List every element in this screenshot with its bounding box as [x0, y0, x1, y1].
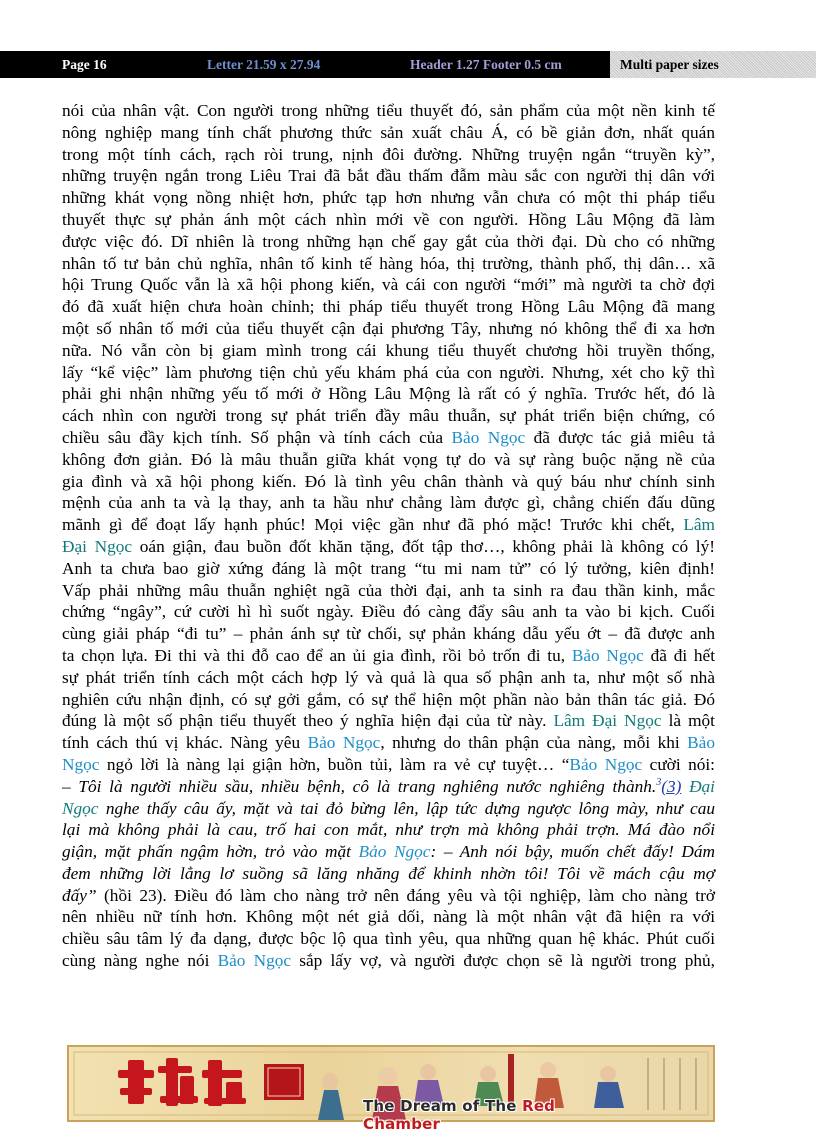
text-line	[62, 689, 715, 711]
text-line	[62, 340, 715, 362]
footnote-link[interactable]: (3)	[661, 776, 682, 796]
text-segment: cùng nàng nghe nói	[62, 951, 218, 971]
text-segment: gia đình và xã hội phong kiến. Đó là tình yêu chân thành và quý báu như chính sinh	[62, 471, 715, 491]
body-text	[62, 100, 715, 972]
text-segment: Vấp phải những mâu thuẫn nghiệt ngã của thời đại, anh ta sinh ra đau thần kinh, mắc	[62, 580, 715, 600]
character-name: Bảo Ngọc	[571, 645, 644, 665]
text-line	[62, 514, 715, 536]
character-name: Bảo Ngọc	[307, 733, 381, 753]
text-segment: đã đi hết	[643, 645, 716, 665]
header-margins: Header 1.27 Footer 0.5 cm	[398, 51, 610, 78]
text-segment: không đơn giản. Đó là mâu thuẫn giữa khát vọng tự do và sự ràng buộc nặng nề của	[62, 449, 715, 469]
text-line	[62, 710, 715, 732]
text-segment: những khát vọng nồng nhiệt hơn, phức tạp hơn nhưng vẫn chưa có một thi pháp tiểu	[62, 188, 715, 208]
text-segment: nghe thấy câu ấy, mặt và tai đỏ bừng lên, lập tức dựng ngược lông mày, như cau	[98, 798, 715, 818]
text-line	[62, 950, 715, 972]
text-segment: phải ghi nhận những yếu tố mới ở Hồng Lâu Mộng là rất có ý nghĩa. Trước hết, đó là	[62, 384, 715, 404]
text-line	[62, 144, 715, 166]
text-line	[62, 776, 715, 798]
text-segment: đúng là một số phận tiểu thuyết theo ý nghĩa hiện đại của từ này.	[62, 711, 554, 731]
text-segment: được việc đó. Dĩ nhiên là trong những hạn chế gay gắt của thời đại. Dù cho có những	[62, 231, 715, 251]
text-segment: đã được tác giả miêu tả	[525, 427, 716, 447]
text-line	[62, 449, 715, 471]
text-segment: ngỏ lời là nàng lại giận hờn, buồn tủi, làm ra vẻ cự tuyệt… “	[99, 754, 570, 774]
text-segment: là một	[661, 711, 715, 731]
text-line	[62, 623, 715, 645]
text-segment: – Tôi là người nhiều sầu, nhiều bệnh, cô là trang nghiêng nước nghiêng thành.	[62, 776, 657, 796]
text-segment: chiều sâu đầy kịch tính. Số phận và tính cách của	[62, 427, 452, 447]
text-segment: cùng giải pháp “đi tu” – phản ánh sự từ chối, sự phản kháng dẫu yếu ớt – đã được anh	[62, 624, 715, 644]
text-segment: chiều sâu tâm lý đa dạng, được bộc lộ qua tình yêu, qua những quan hệ khác. Phút cuối	[62, 929, 715, 949]
header-paper-size: Letter 21.59 x 27.94	[197, 51, 398, 78]
text-segment: nên nhiều nữ tính hơn. Không một nét giả dối, nàng là một nhân vật đã hiện ra với	[62, 907, 715, 927]
text-line	[62, 667, 715, 689]
text-segment: đem những lời lẳng lơ suồng sã lăng nhăng để khinh nhờn tôi! Tôi về mách cậu mợ	[62, 863, 715, 883]
text-segment: trong một tính cách, rạch ròi trung, nịnh đôi đường. Những truyện ngắn “truyền kỳ”,	[62, 144, 715, 164]
text-segment: oán giận, đau buồn đốt khăn tặng, đốt tập thơ…, không phải là không có lý!	[132, 536, 715, 556]
character-name: Ngọc	[62, 754, 100, 774]
text-line	[62, 362, 715, 384]
footer-banner	[68, 1046, 714, 1133]
text-segment: nữa. Nó vẫn còn bị giam mình trong cái khung tiểu thuyết chương hồi truyền thống,	[62, 340, 715, 360]
text-line	[62, 231, 715, 253]
text-segment: ta chọn lựa. Đi thi và thi đỗ cao để an ủi gia đình, rồi bỏ trốn đi tu,	[62, 645, 572, 665]
text-segment: cười nói:	[642, 754, 715, 774]
character-name: Lâm	[683, 515, 715, 535]
character-name: Bảo Ngọc	[217, 951, 292, 971]
text-line	[62, 405, 715, 427]
text-line	[62, 819, 715, 841]
text-line	[62, 754, 715, 776]
text-line	[62, 471, 715, 493]
character-name: Lâm Đại Ngọc	[553, 711, 662, 731]
text-line	[62, 296, 715, 318]
character-name: Ngọc	[62, 798, 99, 818]
banner-title-part: The Dream of The	[363, 1097, 523, 1115]
text-segment: hội Trung Quốc vẫn là xã hội phong kiến, và cái con người “mới” mà người ta chờ đợi	[62, 275, 715, 295]
text-line	[62, 841, 715, 863]
text-line	[62, 928, 715, 950]
text-segment: Anh ta chưa bao giờ xứng đáng là một trang “tu mi nam tử” có lý tưởng, kiên định!	[62, 558, 715, 578]
text-segment: giận, mặt phấn ngậm hờn, trỏ vào mặt	[62, 842, 359, 862]
text-line	[62, 558, 715, 580]
text-segment: tính cách thú vị khác. Nàng yêu	[62, 733, 308, 753]
text-segment: mệnh của anh ta và lạ thay, anh ta hầu như chẳng làm được gì, chẳng chiến đấu dũng	[62, 493, 715, 513]
text-segment: nhân tố tư bản chủ nghĩa, nhân tố kinh tế hàng hóa, thị trường, thành phố, thị dân… xã	[62, 253, 715, 273]
header-page-number: Page 16	[0, 51, 197, 78]
text-segment: : – Anh nói bậy, muốn chết đấy! Dám	[430, 842, 716, 862]
text-line	[62, 580, 715, 602]
character-name: Bảo Ngọc	[358, 842, 431, 862]
text-line	[62, 209, 715, 231]
banner-title-red: Red Chamber	[363, 1097, 556, 1133]
character-name: Bảo Ngọc	[451, 427, 526, 447]
text-segment: lại mà không phải là cau, trố hai con mắt, như trợn mà không phải trợn. Má đào nổi	[62, 820, 715, 840]
text-segment: sắp lấy vợ, và người được chọn sẽ là người trong phủ,	[291, 951, 716, 971]
text-line	[62, 165, 715, 187]
text-line	[62, 383, 715, 405]
text-line	[62, 732, 715, 754]
text-segment: mãnh gì để đoạt lấy hạnh phúc! Mọi việc gần như đã phó mặc! Trước khi chết,	[62, 515, 684, 535]
text-segment: cách nhìn con người trong sự phát triển đầy mâu thuẫn, sự phát triển biện chứng, có	[62, 406, 715, 426]
page-header	[0, 51, 816, 78]
banner-title	[363, 1097, 623, 1133]
text-segment: đấy”	[62, 885, 97, 905]
text-line	[62, 427, 715, 449]
text-line	[62, 885, 715, 907]
text-segment: nông nghiệp mang tính chất phương thức sản xuất châu Á, có bề giản đơn, nhất quán	[62, 122, 715, 142]
text-segment: , nhưng do thân phận của nàng, mỗi khi	[380, 733, 688, 753]
text-line	[62, 122, 715, 144]
header-multi-sizes: Multi paper sizes	[610, 51, 816, 78]
text-segment: sự phát triển tính cách một cách hợp lý và quả là qua số phận anh ta, như một số nhà	[62, 667, 715, 687]
text-line	[62, 863, 715, 885]
text-segment: (hồi 23). Điều đó làm cho nàng trở nên đáng yêu và tội nghiệp, làm cho nàng trở	[96, 885, 715, 905]
text-line	[62, 798, 715, 820]
text-line	[62, 536, 715, 558]
character-name: Đại Ngọc	[62, 536, 133, 556]
text-line	[62, 318, 715, 340]
text-line	[62, 906, 715, 928]
text-segment: nghiên cứu nhận định, có sự gởi gắm, có sự thể hiện một phần nào bản thân tác giả. Đó	[62, 689, 715, 709]
text-line	[62, 187, 715, 209]
text-line	[62, 100, 715, 122]
text-line	[62, 492, 715, 514]
character-name: Bảo	[687, 733, 715, 753]
character-name: Bảo Ngọc	[569, 754, 643, 774]
text-segment: 3	[656, 776, 662, 788]
text-line	[62, 253, 715, 275]
text-segment: lấy “kể việc” làm phương tiện chủ yếu khám phá của con người. Nhưng, xét cho kỹ thì	[62, 362, 715, 382]
text-line	[62, 601, 715, 623]
text-segment: nói của nhân vật. Con người trong những tiểu thuyết đó, sản phẩm của một nền kinh tế	[62, 101, 715, 120]
text-segment: đó đã xuất hiện chưa hoàn chỉnh; thi pháp tiểu thuyết trong Hồng Lâu Mộng đã mang	[62, 297, 715, 317]
text-segment: thuyết thực sự phản ánh một cách nhìn mới về con người. Hồng Lâu Mộng đã làm	[62, 209, 715, 229]
text-segment: những truyện ngắn trong Liêu Trai đã bắt đầu thấm đẫm màu sắc con người thị dân với	[62, 166, 715, 186]
text-segment: chứng “ngây”, cứ cười hì hì suốt ngày. Điều đó càng đẩy sâu anh ta vào bi kịch. Cuối	[62, 602, 715, 622]
text-line	[62, 274, 715, 296]
text-segment: một số nhân tố mới của tiểu thuyết cận đại phương Tây, nhưng nó không thể đi xa hơn	[62, 318, 715, 338]
text-line	[62, 645, 715, 667]
character-name: Đại	[681, 776, 715, 796]
